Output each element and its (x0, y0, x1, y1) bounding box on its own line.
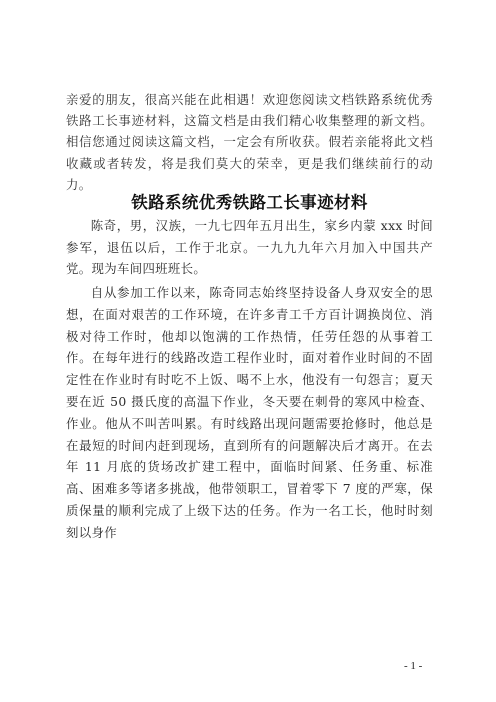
body-paragraph-1: 陈奇，男，汉族，一九七四年五月出生，家乡内蒙 xxx 时间参军，退伍以后，工作于北京。一九九九年六月加入中国共产党。现为车间四班班长。 (66, 218, 433, 276)
document-title: 铁路系统优秀铁路工长事迹材料 (131, 193, 368, 212)
body-paragraph-2: 自从参加工作以来，陈奇同志始终坚持设备人身双安全的思想，在面对艰苦的工作环境，在许多青工千方百计调换岗位、消极对待工作时，他却以饱满的工作热情，任劳任怨的从事着工作。在每年进行的线路改造工程作业时，面对着作业时间的不固定性在作业时有时吃不上饭、喝不上水，他没有一句怨言；夏天要在近 50 摄氏度的高温下作业，冬天要在刺骨的寒风中检查、作业。他从不叫苦叫累。有时线路出现问题需要抢修时，他总是在最短的时间内赶到现场，直到所有的问题解决后才离开。在去年 11 月底的货场改扩建工程中，面临时间紧、任务重、标准高、困难多等诸多挑战，他带领职工，冒着零下 7 度的严寒，保质保量的顺利完成了上级下达的任务。作为一名工长，他时时刻刻以身作 (66, 285, 433, 540)
page-number: - 1 - (404, 660, 423, 672)
intro-paragraph: 亲爱的朋友，很高兴能在此相遇！欢迎您阅读文档铁路系统优秀铁路工长事迹材料，这篇文档是由我们精心收集整理的新文档。相信您通过阅读这篇文档，一定会有所收获。假若亲能将此文档收藏或者转发，将是我们莫大的荣幸，更是我们继续前行的动力。 (66, 92, 433, 192)
